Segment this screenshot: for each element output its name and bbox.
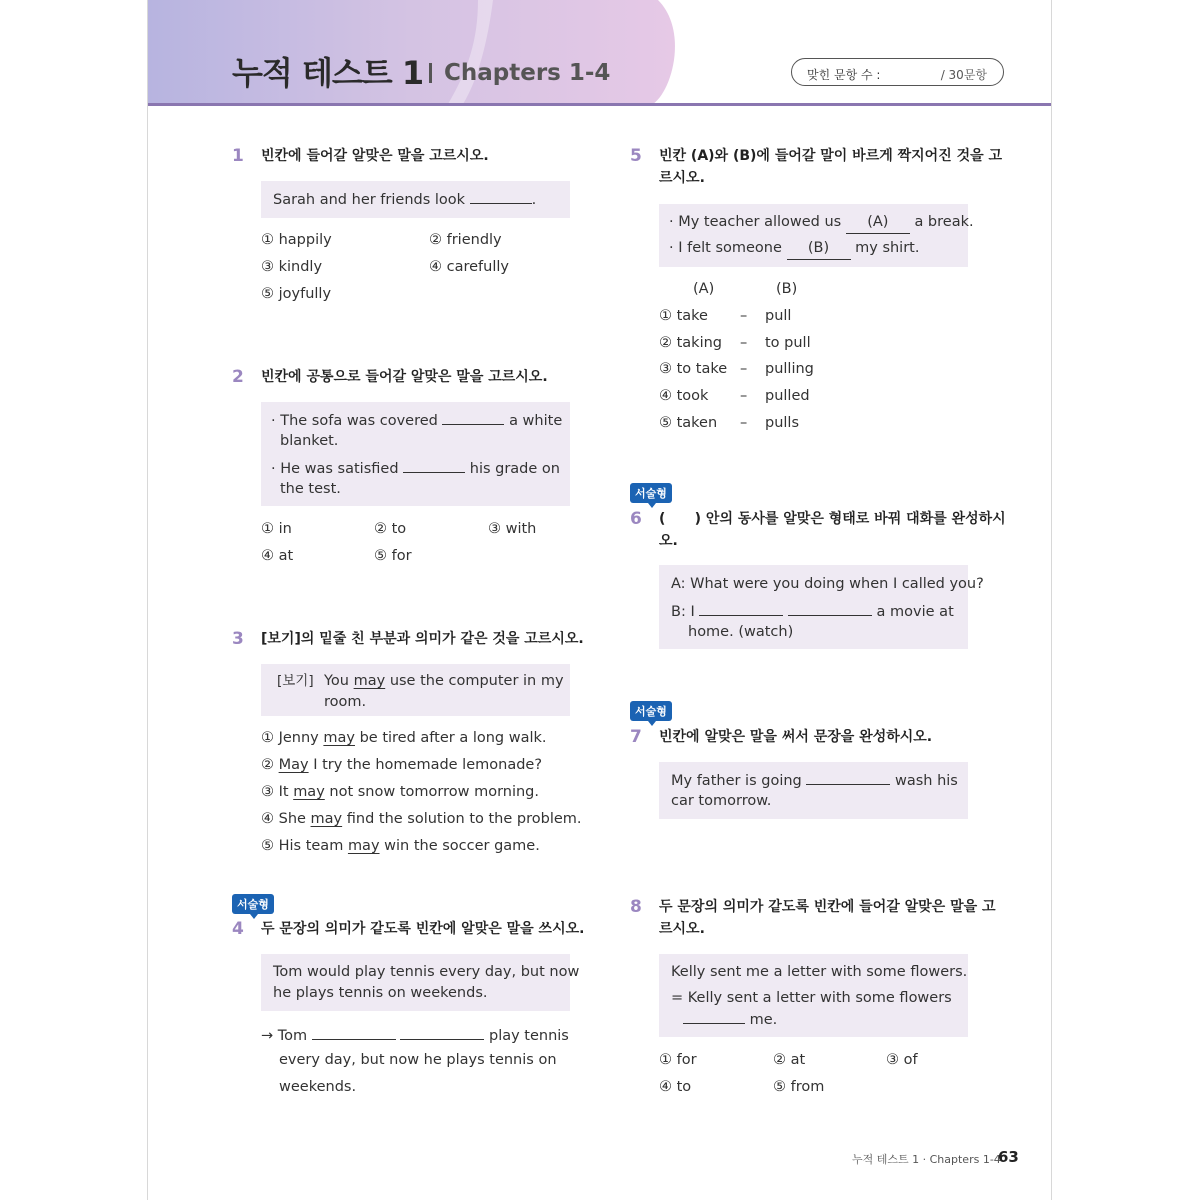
option-3-b: pulling: [765, 361, 814, 377]
dialogue-box: [659, 565, 984, 649]
sentence-text: = Kelly sent a letter with some flowers: [671, 990, 952, 1006]
option-5[interactable]: ⑤ His team may win the soccer game.: [261, 838, 540, 854]
page-subtitle: Chapters 1-4: [444, 60, 611, 86]
page-number: 63: [998, 1148, 1019, 1166]
option-3[interactable]: ③ of: [886, 1052, 918, 1068]
score-label: 맞힌 문항 수 :: [807, 68, 881, 82]
sentence-end: .: [531, 192, 537, 208]
written-answer-tag: 서술형: [232, 894, 274, 914]
option-1[interactable]: ① for: [659, 1052, 697, 1068]
question-number: 2: [232, 367, 244, 387]
column-header-a: (A): [693, 281, 715, 297]
question-text: [보기]의 밑줄 친 부분과 의미가 같은 것을 고르시오.: [261, 631, 584, 647]
question-text: 르시오.: [659, 170, 705, 186]
question-text: 오.: [659, 533, 678, 549]
question-box: Kelly sent me a letter with some flowers. = Kelly sent a letter with some flowers me.: [659, 954, 968, 1037]
score-total: / 30문항: [940, 68, 987, 82]
dash: –: [740, 308, 748, 324]
option-3[interactable]: ③ kindly: [261, 259, 323, 275]
sentence-text: Tom would play tennis every day, but now: [273, 964, 580, 980]
page: [147, 0, 1052, 1200]
sentence-text: room.: [324, 694, 367, 710]
option-1-b: pull: [765, 308, 792, 324]
dash: –: [740, 335, 748, 351]
answer-line[interactable]: → Tom play tennis: [261, 1025, 569, 1044]
question-text: 빈칸 (A)와 (B)에 들어갈 말이 바르게 짝지어진 것을 고: [659, 148, 1003, 164]
sentence-text: blanket.: [280, 433, 339, 449]
dash: –: [740, 361, 748, 377]
option-2-b: to pull: [765, 335, 811, 351]
option-5-b: pulls: [765, 415, 800, 431]
option-2[interactable]: ② May I try the homemade lemonade?: [261, 757, 543, 773]
example-box: [261, 664, 570, 716]
underlined-word: may: [353, 673, 386, 689]
sentence-text: Sarah and her friends look: [273, 192, 466, 208]
question-text: 두 문장의 의미가 같도록 빈칸에 들어갈 알맞은 말을 고: [659, 899, 996, 915]
question-number: 4: [232, 919, 244, 939]
question-text: 두 문장의 의미가 같도록 빈칸에 알맞은 말을 쓰시오.: [261, 921, 585, 937]
option-4-b: pulled: [765, 388, 810, 404]
option-1[interactable]: ① happily: [261, 232, 332, 248]
question-text: 빈칸에 공통으로 들어갈 알맞은 말을 고르시오.: [261, 369, 548, 385]
sentence-text: car tomorrow.: [671, 793, 772, 809]
option-3[interactable]: ③ It may not snow tomorrow morning.: [261, 784, 539, 800]
option-2[interactable]: ② friendly: [429, 232, 502, 248]
option-2[interactable]: ② to: [374, 521, 407, 537]
option-2[interactable]: ② at: [773, 1052, 806, 1068]
sentence-text: his grade on: [469, 461, 560, 477]
question-box: [261, 402, 570, 506]
option-5[interactable]: ⑤ from: [773, 1079, 825, 1095]
answer-line: weekends.: [279, 1079, 357, 1095]
option-4[interactable]: ④ carefully: [429, 259, 509, 275]
option-1[interactable]: ① take: [659, 308, 708, 324]
option-1[interactable]: ① in: [261, 521, 292, 537]
dialogue-line: home. (watch): [688, 624, 794, 640]
sentence-text: a white: [509, 413, 563, 429]
sentence-text: use the computer in my: [389, 673, 564, 689]
answer-line: every day, but now he plays tennis on: [279, 1052, 557, 1068]
written-answer-tag: 서술형: [630, 701, 672, 721]
written-answer-tag: 서술형: [630, 483, 672, 503]
option-3[interactable]: ③ to take: [659, 361, 728, 377]
question-number: 6: [630, 509, 642, 529]
sentence-text: You: [324, 673, 349, 689]
question-box: [261, 954, 580, 1011]
question-text: ( ) 안의 동사를 알맞은 형태로 바꿔 대화를 완성하시: [659, 511, 1006, 527]
question-box: · My teacher allowed us (A) a break. · I felt someone (B) my shirt.: [659, 204, 968, 267]
sentence-text: Kelly sent me a letter with some flowers.: [671, 964, 968, 980]
question-number: 1: [232, 146, 244, 166]
dash: –: [740, 388, 748, 404]
blank: [442, 410, 504, 425]
sentence-text: · The sofa was covered: [271, 413, 438, 429]
question-box: My father is going wash his car tomorrow.: [659, 762, 968, 819]
question-number: 3: [232, 629, 244, 649]
option-5[interactable]: ⑤ joyfully: [261, 286, 332, 302]
option-3[interactable]: ③ with: [488, 521, 537, 537]
blank: [470, 189, 532, 204]
question-text: 르시오.: [659, 921, 705, 937]
title-separator: [429, 63, 432, 83]
example-label: [보기]: [277, 673, 314, 689]
column-header-b: (B): [776, 281, 798, 297]
option-4[interactable]: ④ to: [659, 1079, 692, 1095]
option-5[interactable]: ⑤ for: [374, 548, 412, 564]
option-4[interactable]: ④ took: [659, 388, 709, 404]
option-4[interactable]: ④ She may find the solution to the problem.: [261, 811, 582, 827]
blank: [403, 458, 465, 473]
dialogue-line: A: What were you doing when I called you?: [671, 576, 984, 592]
footer-running-title: 누적 테스트 1 · Chapters 1-4: [852, 1153, 1001, 1166]
question-number: 5: [630, 146, 642, 166]
dash: –: [740, 415, 748, 431]
sentence-text: he plays tennis on weekends.: [273, 985, 488, 1001]
question-box: [261, 181, 570, 218]
option-5[interactable]: ⑤ taken: [659, 415, 718, 431]
score-box: [791, 58, 1004, 86]
question-number: 7: [630, 727, 642, 747]
header-rule: [148, 103, 1052, 106]
question-number: 8: [630, 897, 642, 917]
dialogue-line: B: I a movie at: [671, 601, 954, 623]
sentence-text: the test.: [280, 481, 341, 497]
question-text: 빈칸에 알맞은 말을 써서 문장을 완성하시오.: [659, 729, 933, 745]
sentence-text: · He was satisfied: [271, 461, 399, 477]
option-2[interactable]: ② taking: [659, 335, 722, 351]
option-1[interactable]: ① Jenny may be tired after a long walk.: [261, 730, 547, 746]
page-title: 누적 테스트 1: [232, 54, 424, 92]
question-text: 빈칸에 들어갈 알맞은 말을 고르시오.: [261, 148, 489, 164]
option-4[interactable]: ④ at: [261, 548, 294, 564]
